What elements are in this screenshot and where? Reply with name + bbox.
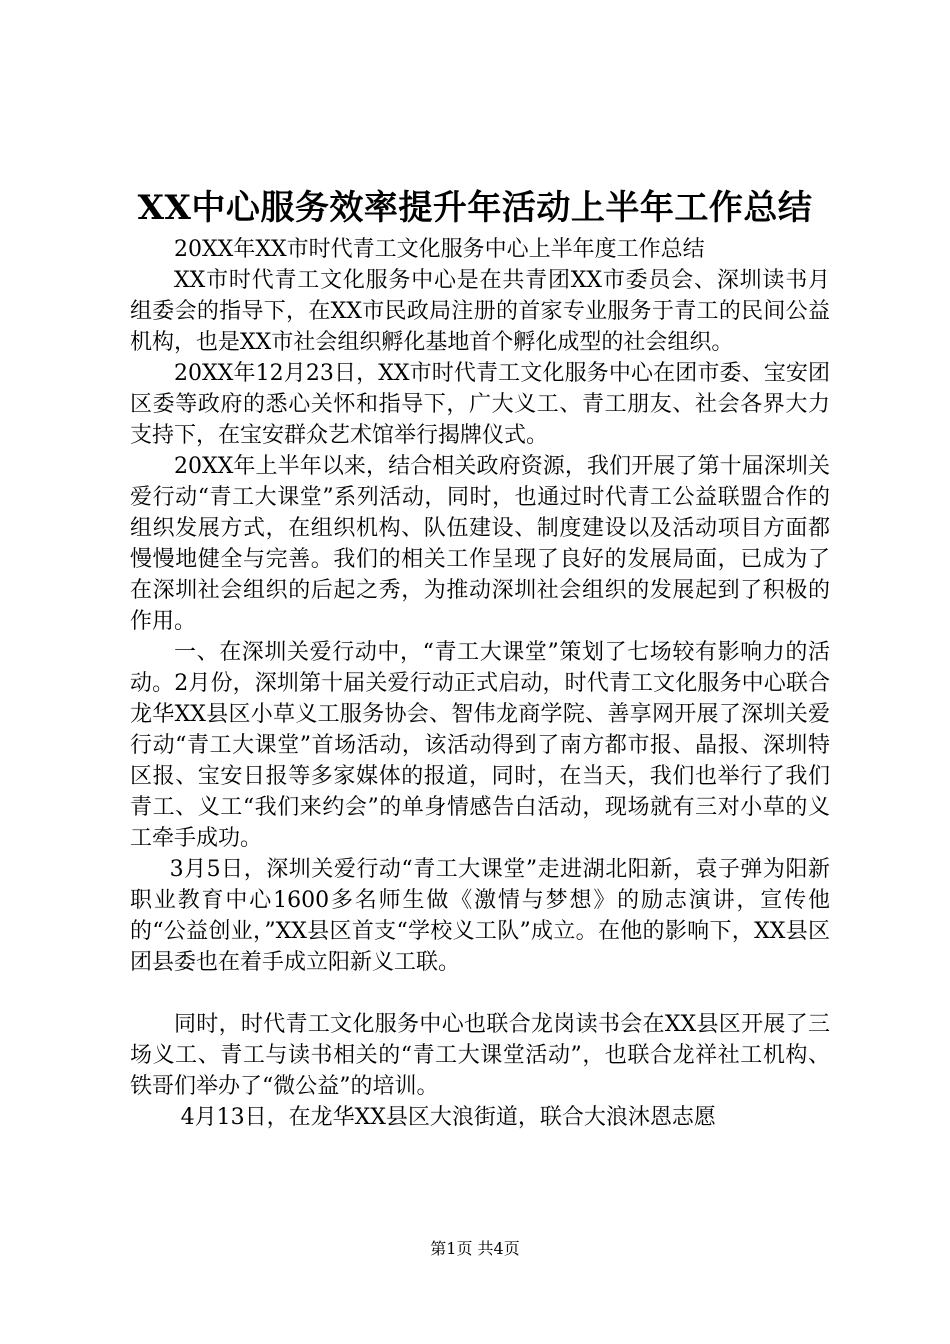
- document-body: [130, 234, 830, 1133]
- paragraph-unveiling: 20XX年12月23日，XX市时代青工文化服务中心在团市委、宝安团区委等政府的悉心关怀和指导下，广大义工、青工朋友、社会各界大力支持下，在宝安群众艺术馆举行揭牌仪式。: [130, 361, 830, 448]
- paragraph-section-one: 一、在深圳关爱行动中，“青工大课堂”策划了七场较有影响力的活动。2月份，深圳第十届关爱行动正式启动，时代青工文化服务中心联合龙华XX县区小草义工服务协会、智伟龙商学院、善享网开展了深圳关爱行动“青工大课堂”首场活动，该活动得到了南方都市报、晶报、深圳特区报、宝安日报等多家媒体的报道，同时，在当天，我们也举行了我们青工、义工“我们来约会”的单身情感告白活动，现场就有三对小草的义工牵手成功。: [130, 640, 830, 851]
- paragraph-april: 4月13日，在龙华XX县区大浪街道，联合大浪沐恩志愿: [180, 1105, 716, 1130]
- paragraph-longgang: 同时，时代青工文化服务中心也联合龙岗读书会在XX县区开展了三场义工、青工与读书相关的“青工大课堂活动”，也联合龙祥社工机构、铁哥们举办了“微公益”的培训。: [130, 1012, 830, 1099]
- paragraph-intro: XX市时代青工文化服务中心是在共青团XX市委员会、深圳读书月组委会的指导下，在XX市民政局注册的首家专业服务于青工的民间公益机构，也是XX市社会组织孵化基地首个孵化成型的社会组织。: [130, 268, 830, 355]
- page-footer: 第1页 共4页: [430, 1239, 520, 1258]
- document-title: XX中心服务效率提升年活动上半年工作总结: [137, 188, 813, 228]
- paragraph-overview: 20XX年上半年以来，结合相关政府资源，我们开展了第十届深圳关爱行动“青工大课堂”系列活动，同时，也通过时代青工公益联盟合作的组织发展方式，在组织机构、队伍建设、制度建设以及活动项目方面都慢慢地健全与完善。我们的相关工作呈现了良好的发展局面，已成为了在深圳社会组织的后起之秀，为推动深圳社会组织的发展起到了积极的作用。: [130, 454, 830, 634]
- paragraph-subtitle: 20XX年XX市时代青工文化服务中心上半年度工作总结: [174, 237, 705, 262]
- paragraph-march: 3月5日，深圳关爱行动“青工大课堂”走进湖北阳新，袁子弹为阳新职业教育中心1600多名师生做《激情与梦想》的励志演讲，宣传他的“公益创业，”XX县区首支“学校义工队”成立。在他的影响下，XX县区团县委也在着手成立阳新义工联。: [130, 857, 830, 975]
